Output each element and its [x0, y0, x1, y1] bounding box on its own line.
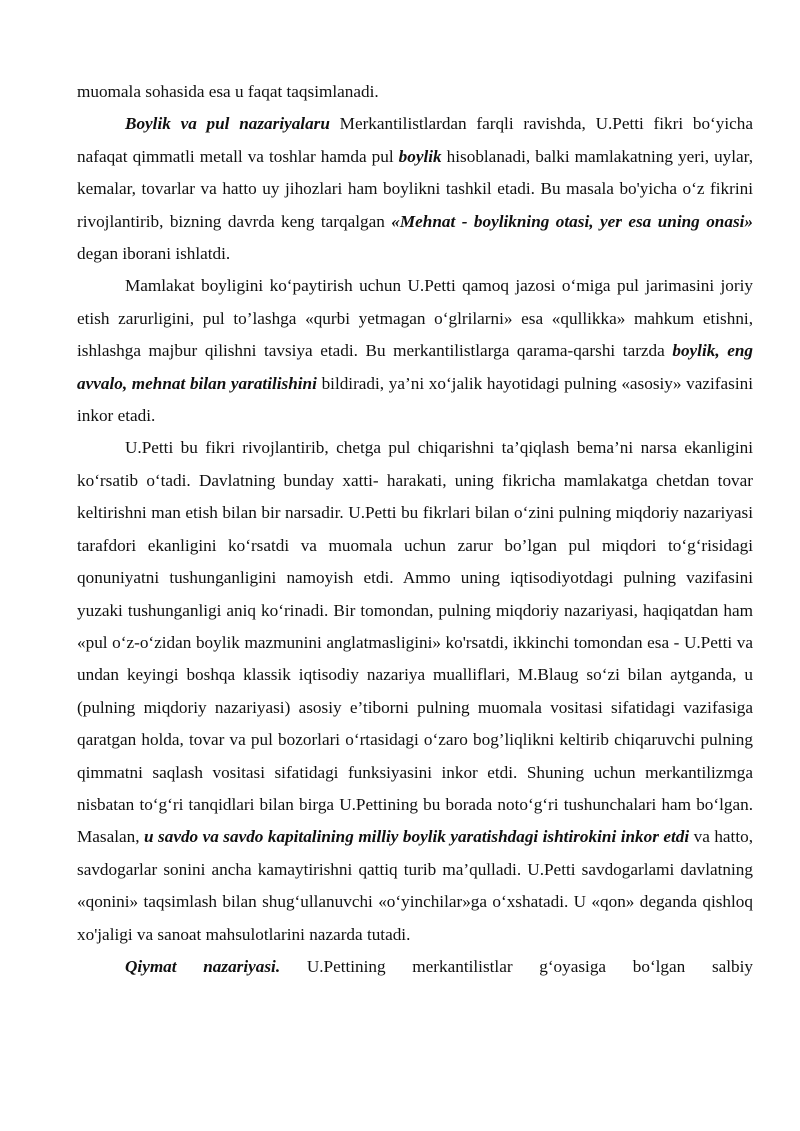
- paragraph-4: [77, 432, 753, 951]
- emphasis-text: boylik: [398, 146, 442, 166]
- document-page: [77, 76, 753, 983]
- paragraph-5: [77, 951, 753, 983]
- text-run: Mamlakat boyligini ko‘paytirish uchun U.Petti qamoq jazosi o‘miga pul jarimasini joriy etish zarurligini, pul to’lashga «qurbi yetmagan o‘glrilarni» esa «qullikka» mahkum etishni, ishlashga majbur qilishni tavsiya etadi. Bu merkantilistlarga qarama-qarshi tarzda: [77, 276, 753, 361]
- emphasis-text: boylik, eng avvalo, mehnat bilan yaratilishini: [77, 341, 753, 393]
- section-heading-qiymat: Qiymat nazariyasi.: [125, 956, 281, 976]
- emphasis-text: u savdo va savdo kapitalining milliy boylik yaratishdagi ishtirokini inkor etdi: [144, 827, 690, 847]
- text-run: U.Pettining merkantilistlar g‘oyasiga bo‘lgan salbiy: [280, 956, 754, 976]
- paragraph-1: [77, 76, 753, 108]
- text-run: U.Petti bu fikri rivojlantirib, chetga pul chiqarishni ta’qiqlash bema’ni narsa ekanligini ko‘rsatib o‘tadi. Davlatning bunday xatti- harakati, uning fikricha mamlakatga chetdan tovar keltirishni man etish bilan bir narsadir. U.Petti bu fikrlari bilan o‘zini pulning miqdoriy nazariyasi tarafdori ekanligini ko‘rsatdi va muomala uchun zarur bo’lgan pul miqdori to‘g‘risidagi qonuniyatni tushunganligini namoyish etdi. Ammo uning iqtisodiyotdagi pulning vazifasini yuzaki tushunganligi aniq ko‘rinadi. Bir tomondan, pulning miqdoriy nazariyasi, haqiqatdan ham «pul o‘z-o‘zidan boylik mazmunini anglatmasligini» ko'rsatdi, ikkinchi tomondan esa - U.Petti va undan keyingi boshqa klassik iqtisodiy nazariya mualliflari, M.Blaug so‘zi bilan aytganda, u (pulning miqdoriy nazariyasi) asosiy e’tiborni pulning muomala vositasi sifatidagi vazifasiga qaratgan holda, tovar va pul bozorlari o‘rtasidagi o‘zaro bog’liqlikni keltirib chiqaruvchi pulning qimmatni saqlash vositasi sifatidagi funksiyasini inkor etdi. Shuning uchun merkantilizmga nisbatan to‘g‘ri tanqidlari bilan birga U.Pettining bu borada noto‘g‘ri tushunchalari ham bo‘lgan. Masalan,: [77, 438, 753, 847]
- text-run: va hatto, savdogarlar sonini ancha kamaytirishni qattiq turib ma’qulladi. U.Petti savdogarlami davlatning «qonini» taqsimlash bilan shug‘ullanuvchi «o‘yinchilar»ga o‘xshatadi. U «qon» deganda qishloq xo'jaligi va sanoat mahsulotlarini nazarda tutadi.: [77, 827, 753, 944]
- text-run: degan iborani ishlatdi.: [77, 244, 231, 264]
- text-run: hisoblanadi, balki mamlakatning yeri, uylar, kemalar, tovarlar va hatto uy jihozlari ham boylikni tashkil etadi. Bu masala bo'yicha o‘z fikrini rivojlantirib, bizning davrda keng tarqalgan: [77, 146, 753, 231]
- text-run: bildiradi, ya’ni xo‘jalik hayotidagi pulning «asosiy» vazifasini inkor etadi.: [77, 373, 753, 426]
- paragraph-2: [77, 108, 753, 270]
- section-heading-boylik: Boylik va pul nazariyalaru: [125, 114, 330, 134]
- text-run: Merkantilistlardan farqli ravishda, U.Petti fikri bo‘yicha nafaqat qimmatli metall va toshlar hamda pul: [77, 114, 754, 166]
- paragraph-3: [77, 270, 753, 432]
- emphasis-quote: «Mehnat - boylikning otasi, yer esa uning onasi»: [391, 211, 753, 231]
- text-run: muomala sohasida esa u faqat taqsimlanadi.: [77, 82, 379, 101]
